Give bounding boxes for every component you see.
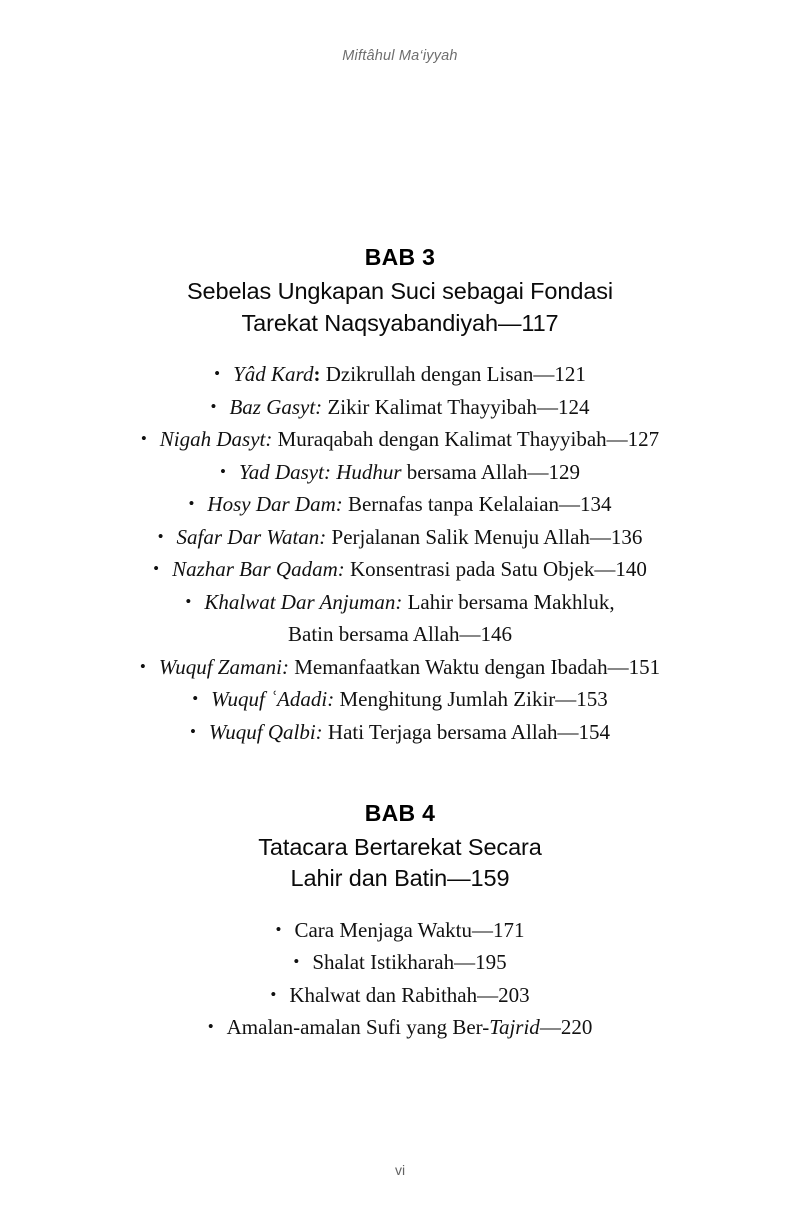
toc-entry-description: Bernafas tanpa Kelalaian—134 [342,492,612,517]
running-header: Miftâhul Ma‘iyyah [342,48,458,64]
toc-entry[interactable] [60,456,740,489]
toc-entry-term: Wuquf Zamani: [158,654,289,679]
bullet-icon: • [189,722,196,742]
toc-entry-separator: : [313,362,321,387]
chapter-title [60,832,740,895]
bullet-icon: • [275,919,282,939]
bullet-icon: • [185,591,192,611]
toc-entry[interactable] [60,979,740,1012]
chapter-title-line: Lahir dan Batin—159 [290,865,510,892]
chapter-block [60,799,740,1044]
bullet-icon: • [220,461,226,481]
chapter-title-line: Sebelas Ungkapan Suci sebagai Fondasi [186,278,614,305]
bullet-icon: • [192,689,199,709]
toc-entry-description: Muraqabah dengan Kalimat Thayyibah—127 [272,427,660,452]
toc-entry-description: Lahir bersama Makhluk, [402,589,615,614]
bullet-icon: • [214,364,221,384]
bullet-icon: • [270,984,277,1004]
toc-entry-description: Khalwat dan Rabithah—203 [289,982,530,1007]
toc-entry-description: Menghitung Jumlah Zikir—153 [334,687,608,712]
bullet-icon: • [153,559,160,579]
toc-entry-description: Cara Menjaga Waktu—171 [294,917,525,942]
toc-entry-term: Wuquf Qalbi: [208,720,323,745]
toc-entry-term: Yad Dasyt: Hudhur [238,459,402,484]
toc-entry[interactable] [60,521,740,554]
toc-entry[interactable] [60,358,740,391]
table-of-contents [0,243,800,1044]
toc-entry-term: Khalwat Dar Anjuman: [204,589,403,614]
toc-entry[interactable] [60,391,740,424]
bullet-icon: • [139,656,146,676]
chapter-number: BAB 3 [364,244,436,270]
chapter-title-line: Tatacara Bertarekat Secara [258,833,542,860]
toc-entry-description: bersama Allah—129 [401,459,580,484]
chapter-entry-list [60,914,740,1044]
toc-entry-term: Yâd Kard [233,362,314,387]
toc-entry[interactable] [60,683,740,716]
toc-entry-term: Nazhar Bar Qadam: [172,557,345,582]
toc-entry[interactable] [60,488,740,521]
toc-entry-description: Amalan-amalan Sufi yang Ber- [226,1015,490,1040]
toc-entry-description: Zikir Kalimat Thayyibah—124 [322,394,590,419]
bullet-icon: • [157,526,164,546]
toc-entry-term: Baz Gasyt: [229,394,323,419]
toc-entry-description: Hati Terjaga bersama Allah—154 [322,720,611,745]
toc-entry[interactable] [60,423,740,456]
chapter-number: BAB 4 [364,799,436,826]
toc-entry[interactable] [60,1011,740,1044]
toc-entry[interactable] [60,716,740,749]
toc-entry-continuation: Batin bersama Allah—146 [288,622,512,647]
chapter-title [60,276,740,339]
bullet-icon: • [188,494,195,514]
toc-entry-term: Safar Dar Watan: [176,524,327,549]
toc-entry-description: Shalat Istikharah—195 [312,950,507,975]
toc-entry-description-emphasis: Tajrid [489,1015,540,1040]
toc-entry-description: Memanfaatkan Waktu dengan Ibadah—151 [288,654,661,679]
toc-entry[interactable] [60,946,740,979]
chapter-entry-list [60,358,740,749]
toc-entry-description: Konsentrasi pada Satu Objek—140 [344,557,647,582]
chapter-title-line: Tarekat Naqsyabandiyah—117 [241,309,559,336]
bullet-icon: • [207,1017,214,1037]
chapter-block [60,243,740,749]
bullet-icon: • [210,396,217,416]
toc-entry[interactable] [60,651,740,684]
toc-entry[interactable] [60,914,740,947]
toc-entry-page-number: —220 [539,1015,593,1040]
toc-entry-description: Dzikrullah dengan Lisan—121 [320,362,586,387]
bullet-icon: • [293,952,300,972]
toc-entry-term: Hosy Dar Dam: [207,492,343,517]
toc-entry-description: Perjalanan Salik Menuju Allah—136 [326,524,643,549]
bullet-icon: • [140,429,147,449]
page-folio: vi [394,1162,406,1178]
toc-entry[interactable] [60,553,740,586]
toc-entry[interactable] [60,586,740,651]
toc-entry-term: Wuquf ʿAdadi: [211,687,335,712]
toc-entry-term: Nigah Dasyt: [159,427,273,452]
